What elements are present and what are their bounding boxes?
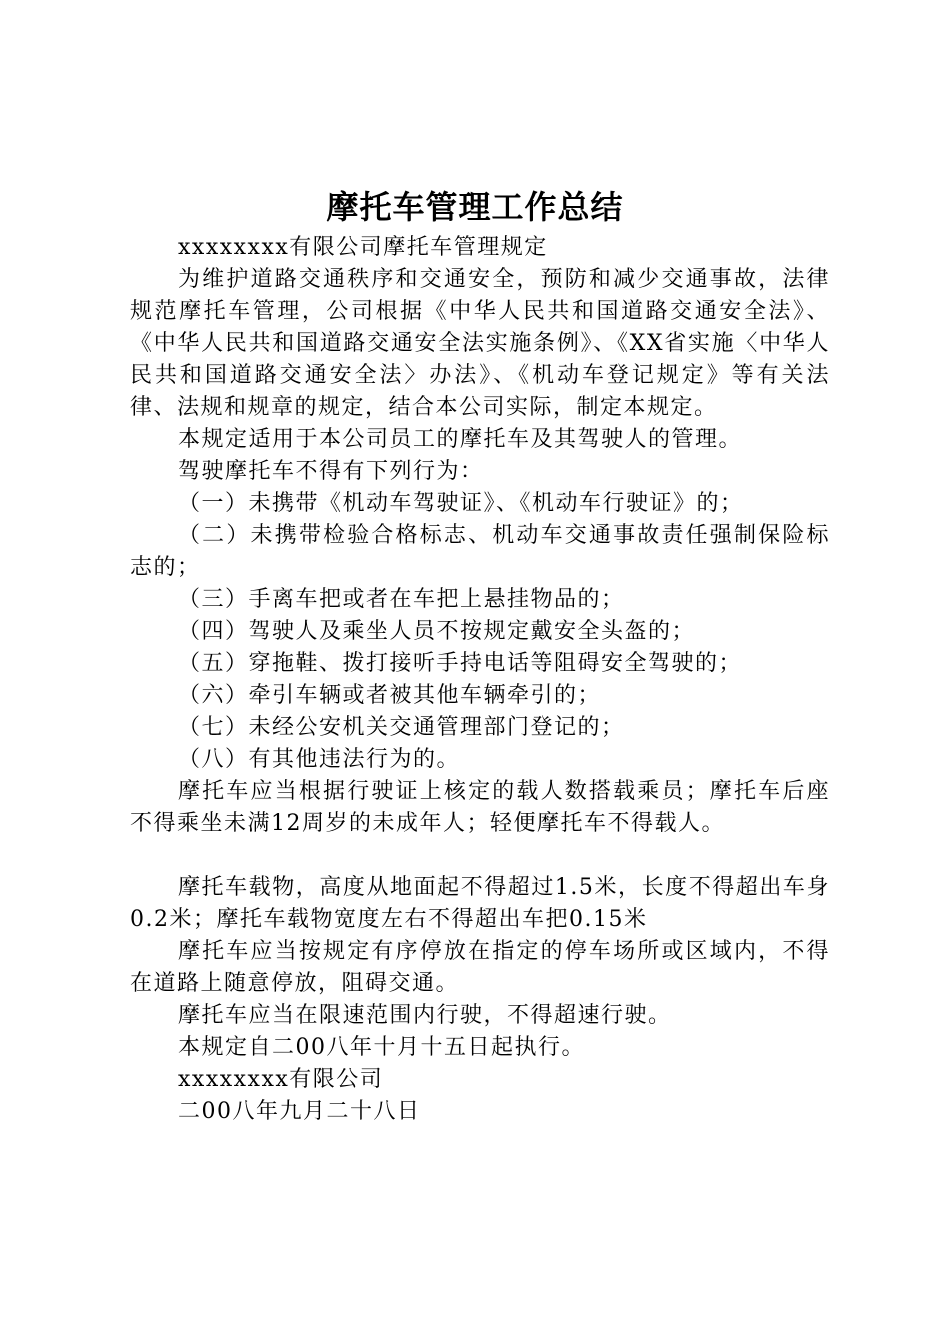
paragraph-parking: 摩托车应当按规定有序停放在指定的停车场所或区域内，不得在道路上随意停放，阻碍交通。 xyxy=(130,939,830,996)
paragraph-prohibited-intro: 驾驶摩托车不得有下列行为： xyxy=(178,459,484,484)
document-title: 摩托车管理工作总结 xyxy=(326,188,624,226)
list-item-1: （一）未携带《机动车驾驶证》、《机动车行驶证》的； xyxy=(178,491,744,516)
regulation-heading: xxxxxxxx有限公司摩托车管理规定 xyxy=(178,235,548,260)
list-item-5: （五）穿拖鞋、拨打接听手持电话等阻碍安全驾驶的； xyxy=(178,651,743,676)
document-body xyxy=(130,232,830,1128)
list-item-2: （二）未携带检验合格标志、机动车交通事故责任强制保险标志的； xyxy=(130,523,830,580)
list-item-7: （七）未经公安机关交通管理部门登记的； xyxy=(178,715,625,740)
paragraph-cargo: 摩托车载物，高度从地面起不得超过1.5米，长度不得超出车身0.2米；摩托车载物宽度左右不得超出车把0.15米 xyxy=(130,875,830,932)
paragraph-preamble: 为维护道路交通秩序和交通安全，预防和减少交通事故，法律规范摩托车管理，公司根据《中华人民共和国道路交通安全法》、《中华人民共和国道路交通安全法实施条例》、《XX省实施〈中华人民共和国道路交通安全法〉办法》、《机动车登记规定》等有关法律、法规和规章的规定，结合本公司实际，制定本规定。 xyxy=(130,267,830,420)
paragraph-scope: 本规定适用于本公司员工的摩托车及其驾驶人的管理。 xyxy=(178,427,743,452)
list-item-8: （八）有其他违法行为的。 xyxy=(178,747,461,772)
signature-date: 二00八年九月二十八日 xyxy=(178,1099,421,1124)
list-item-3: （三）手离车把或者在车把上悬挂物品的； xyxy=(178,587,625,612)
signature-company: xxxxxxxx有限公司 xyxy=(178,1067,384,1092)
paragraph-passengers: 摩托车应当根据行驶证上核定的载人数搭载乘员；摩托车后座不得乘坐未满12周岁的未成年人；轻便摩托车不得载人。 xyxy=(130,779,830,836)
paragraph-effective-date: 本规定自二00八年十月十五日起执行。 xyxy=(178,1035,585,1060)
paragraph-speed: 摩托车应当在限速范围内行驶，不得超速行驶。 xyxy=(178,1003,672,1028)
list-item-6: （六）牵引车辆或者被其他车辆牵引的； xyxy=(178,683,602,708)
list-item-4: （四）驾驶人及乘坐人员不按规定戴安全头盔的； xyxy=(178,619,696,644)
